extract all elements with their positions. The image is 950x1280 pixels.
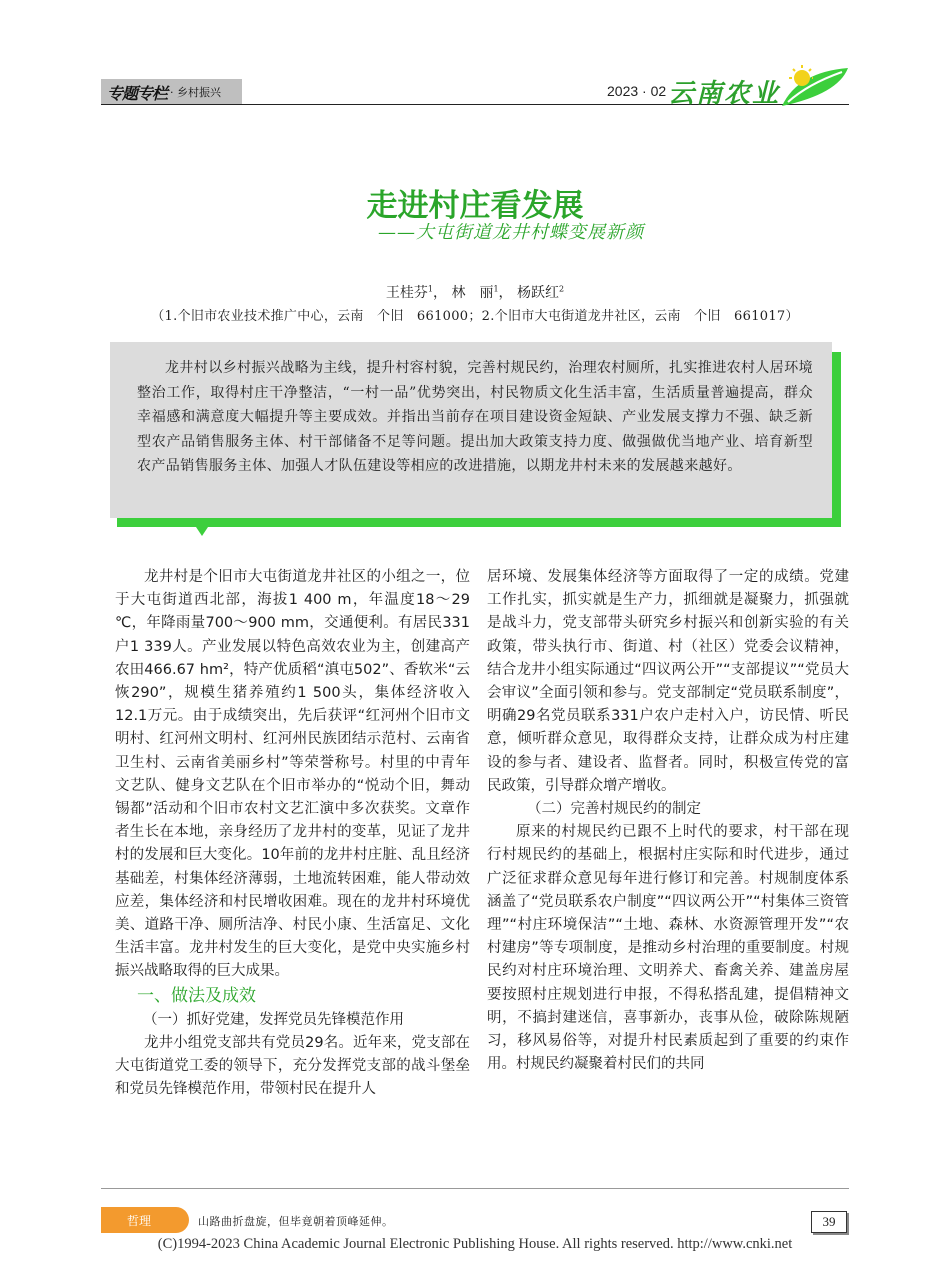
article-subtitle: ——大屯街道龙井村蝶变展新颜 <box>378 222 644 243</box>
author-affil-mark: 1 <box>493 284 499 294</box>
footer-tab <box>101 1207 189 1233</box>
author-name: 杨跃红 <box>517 285 559 301</box>
sun-leaf-logo-icon <box>778 64 850 106</box>
author-name: 王桂芬 <box>385 285 428 301</box>
abstract-notch <box>190 518 214 536</box>
page-number: 39 <box>811 1211 847 1233</box>
footer-quote: 山路曲折盘旋，但毕竟朝着顶峰延伸。 <box>198 1215 394 1228</box>
journal-title: 云南农业 <box>668 79 781 109</box>
author-affil-mark: 2 <box>559 284 565 294</box>
intro-paragraph: 龙井村是个旧市大屯街道龙井社区的小组之一，位于大屯街道西北部，海拔1 400 m，年温度18～29 ℃，年降雨量700～900 mm，交通便利。有居民331户1 339人。产业发展以特色高效农业为主，创建高产农田466.67 hm²，特产优质稻“滇屯502”、香软米“云恢290”，规模生猪养殖约1 500头，集体经济收入12.1万元。由于成绩突出，先后获评“红河州个旧市文明村、红河州文明村、红河州民族团结示范村、云南省卫生村、云南省美丽乡村”等荣誉称号。村里的中青年文艺队、健身文艺队在个旧市举办的“悦动个旧，舞动锡都”活动和个旧市农村文艺汇演中多次获奖。文章作者生长在本地，亲身经历了龙井村的变革，见证了龙井村的发展和巨大变化。10年前的龙井村庄脏、乱且经济基础差，村集体经济薄弱，土地流转困难，能人带动效应差，集体经济和村民增收困难。现在的龙井村环境优美、道路干净、厕所洁净、村民小康、生活富足、文化生活丰富。龙井村发生的巨大变化，是党中央实施乡村振兴战略取得的巨大成果。 <box>115 569 470 980</box>
abstract-shadow-bottom <box>207 518 841 527</box>
body-paragraph: 原来的村规民约已跟不上时代的要求，村干部在现行村规民约的基础上，根据村庄实际和时代进步，通过广泛征求群众意见每年进行修订和完善。村规制度体系涵盖了“党员联系农户制度”“四议两公开”“村集体三资管理”“村庄环境保洁”“土地、森林、水资源管理开发”“农村建房”等专项制度，是推动乡村治理的重要制度。村规民约对村庄环境治理、文明养犬、畜禽关养、建盖房屋要按照村庄规划进行申报，不得私搭乱建，提倡精神文明，不搞封建迷信，喜事新办，丧事从俭，破除陈规陋习，移风易俗等，对提升村民素质起到了重要的约束作用。村规民约凝聚着村民们的共同 <box>487 824 849 1073</box>
issue-number: 2023 · 02 <box>607 83 667 99</box>
right-column <box>487 566 849 1076</box>
author-list: 王桂芬$^1$， 林 丽$^1$， 杨跃红$^2$ <box>385 284 565 301</box>
body-paragraph: 龙井小组党支部共有党员29名。近年来，党支部在大屯街道党工委的领导下，充分发挥党支部的战斗堡垒和党员先锋模范作用，带领村民在提升人 <box>115 1034 470 1098</box>
copyright-line: (C)1994-2023 China Academic Journal Electronic Publishing House. All rights reserved. http://www.cnki.net <box>157 1236 793 1252</box>
column-tag <box>101 79 242 105</box>
footer-rule <box>101 1188 849 1189</box>
column-subname: · 乡村振兴 <box>170 86 222 99</box>
left-column <box>115 566 470 1101</box>
footer-tab-label: 哲理 <box>127 1214 152 1228</box>
affiliation: （1.个旧市农业技术推广中心，云南 个旧 661000；2.个旧市大屯街道龙井社区，云南 个旧 661017） <box>151 309 799 324</box>
body-paragraph-continued: 居环境、发展集体经济等方面取得了一定的成绩。党建工作扎实，抓实就是生产力，抓细就是凝聚力，抓强就是战斗力，党支部带头研究乡村振兴和创新实验的有关政策，带头执行市、街道、村（社区）党委会议精神，结合龙井小组实际通过“四议两公开”“支部提议”“党员大会审议”全面引领和参与。党支部制定“党员联系制度”，明确29名党员联系331户农户走村入户，访民情、听民意，倾听群众意见，取得群众支持，让群众成为村庄建设的参与者、建设者、监督者。同时，积极宣传党的富民政策，引导群众增产增收。 <box>487 569 849 794</box>
section-heading: 一、做法及成效 <box>137 985 256 1006</box>
column-name: 专题专栏 <box>107 83 168 103</box>
subsection-heading: （一）抓好党建，发挥党员先锋模范作用 <box>143 1011 404 1028</box>
abstract-text: 龙井村以乡村振兴战略为主线，提升村容村貌，完善村规民约，治理农村厕所，扎实推进农村人居环境整治工作，取得村庄干净整洁，“一村一品”优势突出，村民物质文化生活丰富，生活质量普遍提高，群众幸福感和满意度大幅提升等主要成效。并指出当前存在项目建设资金短缺、产业发展支撑力不强、缺乏新型农产品销售服务主体、村干部储备不足等问题。提出加大政策支持力度、做强做优当地产业、培育新型农产品销售服务主体、加强人才队伍建设等相应的改进措施，以期龙井村未来的发展越来越好。 <box>137 360 813 474</box>
author-affil-mark: 1 <box>427 284 433 294</box>
subsection-heading: （二）完善村规民约的制定 <box>527 801 701 818</box>
abstract-shadow-right <box>832 352 841 525</box>
author-name: 林 丽 <box>451 285 494 301</box>
article-title: 走进村庄看发展 <box>366 188 584 224</box>
